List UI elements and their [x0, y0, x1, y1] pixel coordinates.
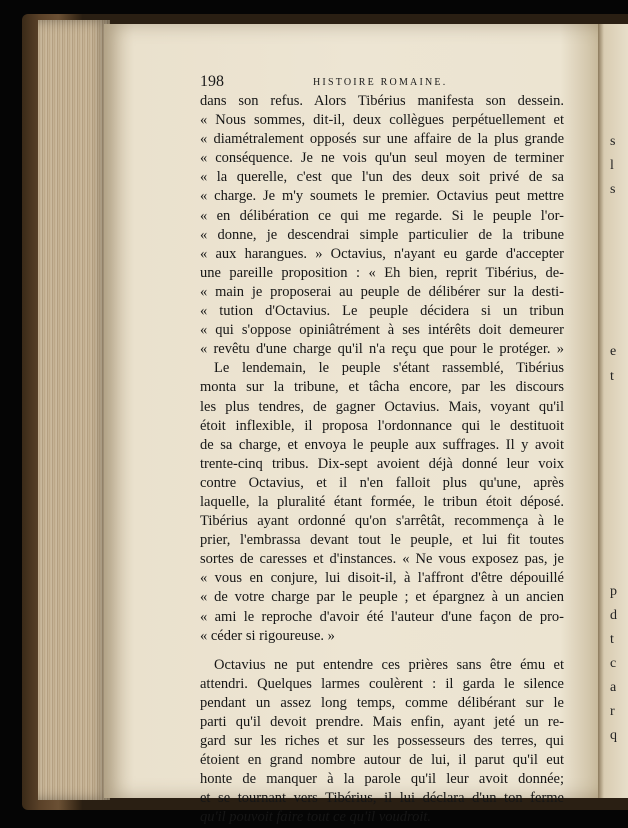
text-line: attendri. Quelques larmes coulèrent : il garda le silence: [200, 675, 564, 692]
facing-glyph: s: [610, 134, 616, 149]
text-line: « donne, je descendrai simple particulier de la tribune: [200, 226, 564, 243]
page-number: 198: [200, 73, 224, 90]
text-line: monta sur la tribune, et tâcha encore, par les discours: [200, 379, 564, 396]
text-line: « Nous sommes, dit-il, deux collègues perpétuellement et: [200, 112, 564, 129]
text-line: honte de manquer à la parole qu'il leur avoit donnée;: [200, 771, 564, 788]
running-title: HISTOIRE ROMAINE.: [313, 77, 448, 88]
text-line: « ami le reproche d'avoir été l'auteur d'une façon de pro-: [200, 608, 564, 625]
text-line: qu'il pouvoit faire tout ce qu'il voudroit.: [200, 809, 432, 826]
text-line: « diamétralement opposés sur une affaire de la plus grande: [200, 131, 564, 148]
text-line: « de votre charge par le peuple ; et épargnez à un ancien: [200, 589, 564, 606]
text-line: « conséquence. Je ne vois qu'un seul moyen de terminer: [200, 150, 564, 167]
text-line: « tution d'Octavius. Le peuple décidera si un tribun: [200, 303, 564, 320]
facing-glyph: l: [610, 158, 614, 173]
facing-glyph: d: [610, 608, 617, 623]
facing-glyph: q: [610, 728, 617, 743]
facing-glyph: e: [610, 344, 617, 359]
text-line: une pareille proposition : « Eh bien, reprit Tibérius, de-: [200, 264, 564, 281]
facing-glyph: t: [610, 369, 614, 384]
page-edges: [38, 20, 110, 800]
text-line: et se tournant vers Tibérius, il lui déclara d'un ton ferme: [200, 790, 564, 807]
facing-glyph: t: [610, 632, 614, 647]
facing-glyph: s: [610, 182, 616, 197]
text-line: « charge. Je m'y soumets le premier. Octavius peut mettre: [200, 188, 564, 205]
text-line: « qui s'oppose opiniâtrément à ses intérêts doit demeurer: [200, 322, 564, 339]
text-line: Le lendemain, le peuple s'étant rassemblé, Tibérius: [214, 360, 564, 377]
text-line: « main je proposerai au peuple de délibérer sur la desti-: [200, 283, 564, 300]
body-text: [200, 92, 564, 828]
text-line: parti qu'il devoit prendre. Mais enfin, ayant jeté un re-: [200, 714, 564, 730]
facing-glyph: a: [610, 680, 617, 695]
text-line: Octavius ne put entendre ces prières sans être ému et: [214, 656, 564, 673]
text-line: étoient en grand nombre autour de lui, il parut qu'il eut: [200, 752, 564, 769]
text-line: « la querelle, c'est que l'un des deux soit privé de sa: [200, 169, 564, 186]
paragraph: [200, 656, 564, 828]
text-line: « aux harangues. » Octavius, n'ayant eu garde d'accepter: [200, 245, 564, 262]
text-line: les plus tendres, de gagner Octavius. Mais, voyant qu'il: [200, 398, 564, 415]
text-line: Tibérius ayant ordonné qu'on s'arrêtât, recommença à le: [200, 513, 564, 530]
text-line: gard sur les riches et sur les possesseurs des terres, qui: [200, 733, 564, 750]
text-line: « céder si rigoureuse. »: [200, 627, 335, 644]
text-line: étoit inflexible, il proposa l'ordonnance qui le destituoit: [200, 417, 564, 434]
text-line: sortes de caresses et d'instances. « Ne vous exposez pas, je: [200, 551, 564, 568]
paragraph: [200, 359, 564, 645]
paragraph: [200, 92, 564, 359]
facing-page-edge: [598, 24, 628, 798]
facing-glyph: p: [610, 584, 617, 599]
facing-glyph: r: [610, 704, 615, 719]
text-line: de sa charge, et envoya le peuple aux suffrages. Il y avoit: [200, 436, 564, 453]
text-line: contre Octavius, et il n'en falloit plus qu'une, après: [200, 474, 564, 491]
text-line: trente-cinq tribus. Dix-sept avoient déjà donné leur voix: [200, 455, 564, 472]
text-line: laquelle, la pluralité étant formée, le tribun étoit déposé.: [200, 493, 564, 510]
text-line: dans son refus. Alors Tibérius manifesta son dessein.: [200, 93, 564, 109]
text-line: « en délibération ce qui me regarde. Si le peuple l'or-: [200, 207, 564, 224]
text-line: pendant un assez long temps, comme délibérant sur le: [200, 694, 564, 711]
text-line: « vous en conjure, lui disoit-il, à l'affront d'être dépouillé: [200, 570, 564, 587]
facing-glyph: c: [610, 656, 617, 671]
text-line: prier, l'embrassa devant tout le peuple, et lui fit toutes: [200, 532, 564, 549]
text-line: « revêtu d'une charge qu'il n'a reçu que pour le protéger. »: [200, 341, 564, 358]
